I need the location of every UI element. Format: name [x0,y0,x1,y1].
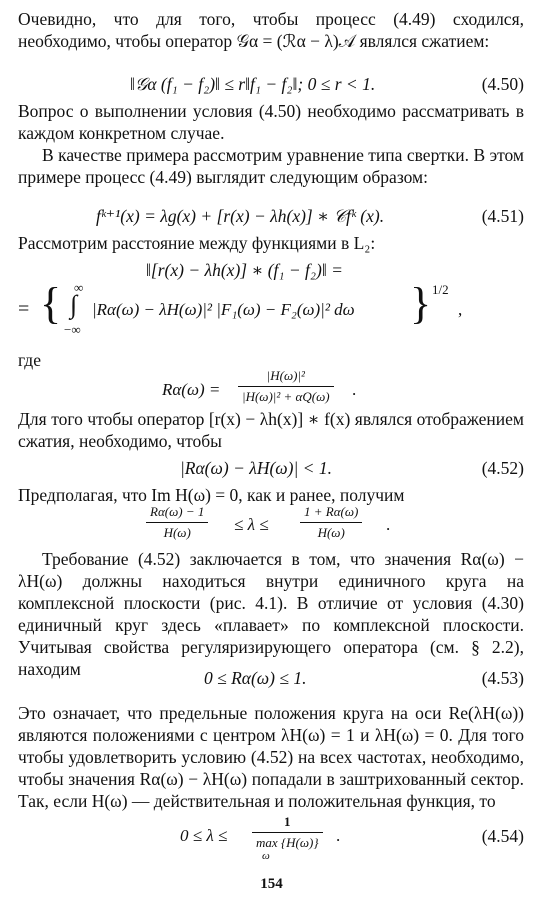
r-alpha-numerator: |H(ω)|² [266,368,305,383]
integral-lower-limit: −∞ [64,322,81,337]
paragraph-7: Требование (4.52) заключается в том, что значения Rα(ω) − λH(ω) должны находиться внутри единичного круга на комплексной плоскости (рис. 4.1). В отличие от условия (4.30) единичный круг здесь «плавает» по комплексной плоскости. Учитывая свойства регуляризирующего оператора (см. § 2.2), находим [18,549,524,679]
paragraph-4: Рассмотрим расстояние между функциями в L₂: [18,233,376,253]
distance-comma: , [458,300,463,319]
lower-bound-denominator: H(ω) [146,522,208,541]
equation-4-51 [18,204,524,228]
equation-4-50-formula: ‖𝒢α (f₁ − f₂)‖ ≤ r‖f₁ − f₂‖; 0 ≤ r < 1. [130,74,376,94]
paragraph-8: Это означает, что предельные положения круга на оси Re(λH(ω)) являются положениями с центром λH(ω) = 1 и λH(ω) = 0. Для того чтобы удовлетворить условию (4.52) на всех частотах, необходимо, чтобы значения Rα(ω) − λH(ω) попадали в заштрихованный сектор. Так, если H(ω) — действительная и положительная функция, то [18,703,524,811]
distance-equation-line-1 [18,258,524,282]
lower-bound-fraction [146,504,208,541]
distance-line-1-formula: ‖[r(x) − λh(x)] ∗ (f₁ − f₂)‖ = [146,260,343,280]
upper-bound-denominator: H(ω) [300,522,362,541]
r-alpha-denominator: |H(ω)|² + αQ(ω) [238,386,334,405]
equation-4-51-number: (4.51) [481,206,524,226]
r-alpha-lhs: Rα(ω) = [162,380,221,399]
r-alpha-fraction [238,368,334,405]
paragraph-6: Предполагая, что Im H(ω) = 0, как и ранее, получим [18,485,405,505]
equation-4-52 [18,456,524,480]
equation-4-54-dot: . [336,826,341,845]
paragraph-2: Вопрос о выполнении условия (4.50) необходимо рассматривать в каждом конкретном случае. [18,101,524,143]
r-alpha-dot: . [352,380,357,399]
equation-4-51-formula: fᵏ⁺¹(x) = λg(x) + [r(x) − λh(x)] ∗ 𝒞fᵏ (x). [96,206,385,226]
upper-bound-fraction [300,504,362,541]
paragraph-1: Очевидно, что для того, чтобы процесс (4.49) сходился, необходимо, чтобы оператор 𝒢α = (ℛα − λ)𝒜 являлся сжатием: [18,9,524,51]
power-one-half: 1/2 [432,282,449,297]
equation-4-54-numerator: 1 [284,814,291,829]
lower-bound-numerator: Rα(ω) − 1 [150,504,205,519]
lambda-between: ≤ λ ≤ [234,515,269,534]
equation-4-54-lhs: 0 ≤ λ ≤ [180,826,228,845]
equation-4-50-number: (4.50) [481,74,524,94]
paragraph-3: В качестве примера рассмотрим уравнение типа свертки. В этом примере процесс (4.49) выглядит следующим образом: [18,145,524,187]
page-number: 154 [260,876,283,892]
equation-4-52-formula: |Rα(ω) − λH(ω)| < 1. [180,458,332,478]
equation-4-54-max-subscript: ω [262,850,270,862]
equation-4-54-denominator: max {H(ω)} [252,832,323,851]
equation-4-53-number: (4.53) [481,668,524,688]
distance-equals-sign: = [18,298,30,320]
equation-4-50 [18,72,524,96]
inequality-dot: . [386,515,391,534]
equation-4-54-number: (4.54) [481,826,524,846]
left-brace: { [40,279,62,328]
integral-sign: ∫ [70,290,78,319]
equation-4-54-fraction [252,814,323,851]
paragraph-5: Для того чтобы оператор [r(x) − λh(x)] ∗ f(x) являлся отображением сжатия, необходимо, чтобы [18,409,524,451]
equation-4-53 [18,666,524,690]
where-label: где [18,350,41,370]
equation-4-52-number: (4.52) [481,458,524,478]
integral-upper-limit: ∞ [74,280,84,295]
equation-4-53-formula: 0 ≤ Rα(ω) ≤ 1. [204,668,307,688]
right-brace: } [410,279,432,328]
upper-bound-numerator: 1 + Rα(ω) [304,504,359,519]
integrand: |Rα(ω) − λH(ω)|² |F₁(ω) − F₂(ω)|² dω [92,300,355,319]
